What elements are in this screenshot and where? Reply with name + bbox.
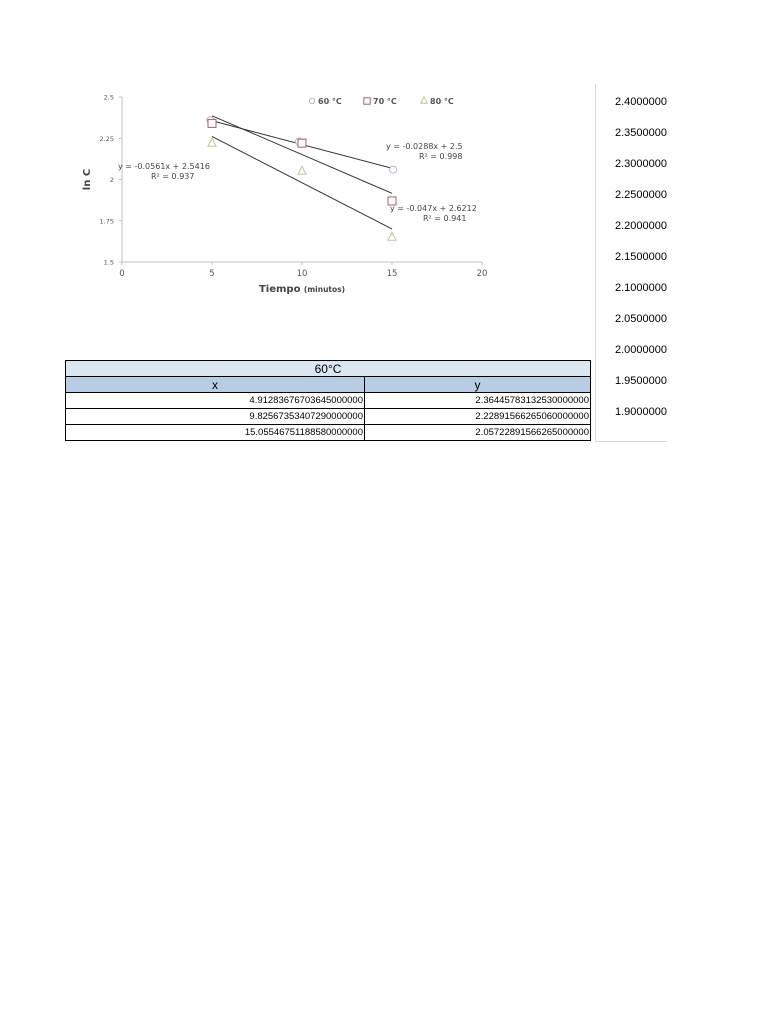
table-row: [66, 393, 591, 409]
table-title-row: [66, 361, 591, 377]
data-point: [421, 97, 427, 103]
side-axis-panel: [595, 84, 667, 442]
data-point: [208, 138, 216, 146]
table-row: [66, 425, 591, 441]
side-axis-value: 2.3000000: [615, 158, 667, 170]
table-title: 60°C: [66, 361, 591, 377]
x-tick-label: 5: [209, 269, 215, 279]
data-point: [309, 98, 314, 103]
data-point: [364, 98, 370, 104]
side-axis-value: 2.2000000: [615, 220, 667, 232]
x-axis-label: Tiempo (minutos): [258, 284, 346, 295]
cell-x: 9.82567353407290000000: [66, 409, 365, 425]
y-tick-label: 2.25: [99, 134, 114, 143]
trendline-r-squared: R² = 0.937: [151, 172, 195, 181]
y-tick-label: 1.75: [99, 217, 114, 226]
table-row: [66, 409, 591, 425]
y-axis-label: ln C: [82, 168, 93, 191]
side-axis-value: 2.1000000: [615, 282, 667, 294]
trendline: [212, 136, 392, 229]
trendline-r-squared: R² = 0.941: [423, 214, 467, 223]
data-table: [65, 360, 591, 441]
cell-y: 2.22891566265060000000: [365, 409, 591, 425]
side-axis-value: 2.1500000: [615, 251, 667, 263]
side-axis-value: 2.0000000: [615, 344, 667, 356]
data-point: [298, 139, 306, 147]
column-header-x: x: [66, 377, 365, 393]
x-tick-label: 10: [296, 269, 308, 279]
y-tick-label: 2: [109, 176, 114, 184]
cell-y: 2.36445783132530000000: [365, 393, 591, 409]
side-axis-value: 2.2500000: [615, 189, 667, 201]
cell-y: 2.05722891566265000000: [365, 425, 591, 441]
data-point: [298, 166, 306, 174]
column-header-y: y: [365, 377, 591, 393]
trendline: [212, 116, 392, 194]
chart-plot: [82, 84, 512, 304]
side-axis-value: 1.9500000: [615, 375, 667, 387]
trendline-r-squared: R² = 0.998: [419, 152, 463, 161]
trendline-equation: y = -0.0288x + 2.5: [386, 142, 463, 151]
y-tick-label: 1.5: [103, 258, 114, 267]
legend-label: 70 °C: [373, 97, 397, 106]
x-tick-label: 20: [476, 269, 488, 279]
side-axis-value: 2.0500000: [615, 313, 667, 325]
legend-label: 60 °C: [318, 97, 342, 106]
x-tick-label: 0: [119, 269, 125, 279]
data-point: [390, 166, 397, 173]
side-axis-value: 1.9000000: [615, 406, 667, 418]
cell-x: 4.91283676703645000000: [66, 393, 365, 409]
trendline-equation: y = -0.0561x + 2.5416: [118, 162, 210, 171]
chart-image: [82, 84, 512, 304]
side-axis-value: 2.4000000: [615, 96, 667, 108]
data-point: [388, 232, 396, 240]
cell-x: 15.05546751188580000000: [66, 425, 365, 441]
y-tick-label: 2.5: [103, 93, 114, 102]
x-tick-label: 15: [386, 269, 398, 279]
data-point: [208, 119, 216, 127]
trendline-equation: y = -0.047x + 2.6212: [390, 204, 477, 213]
table-header-row: [66, 377, 591, 393]
legend-label: 80 °C: [430, 97, 454, 106]
side-axis-value: 2.3500000: [615, 127, 667, 139]
